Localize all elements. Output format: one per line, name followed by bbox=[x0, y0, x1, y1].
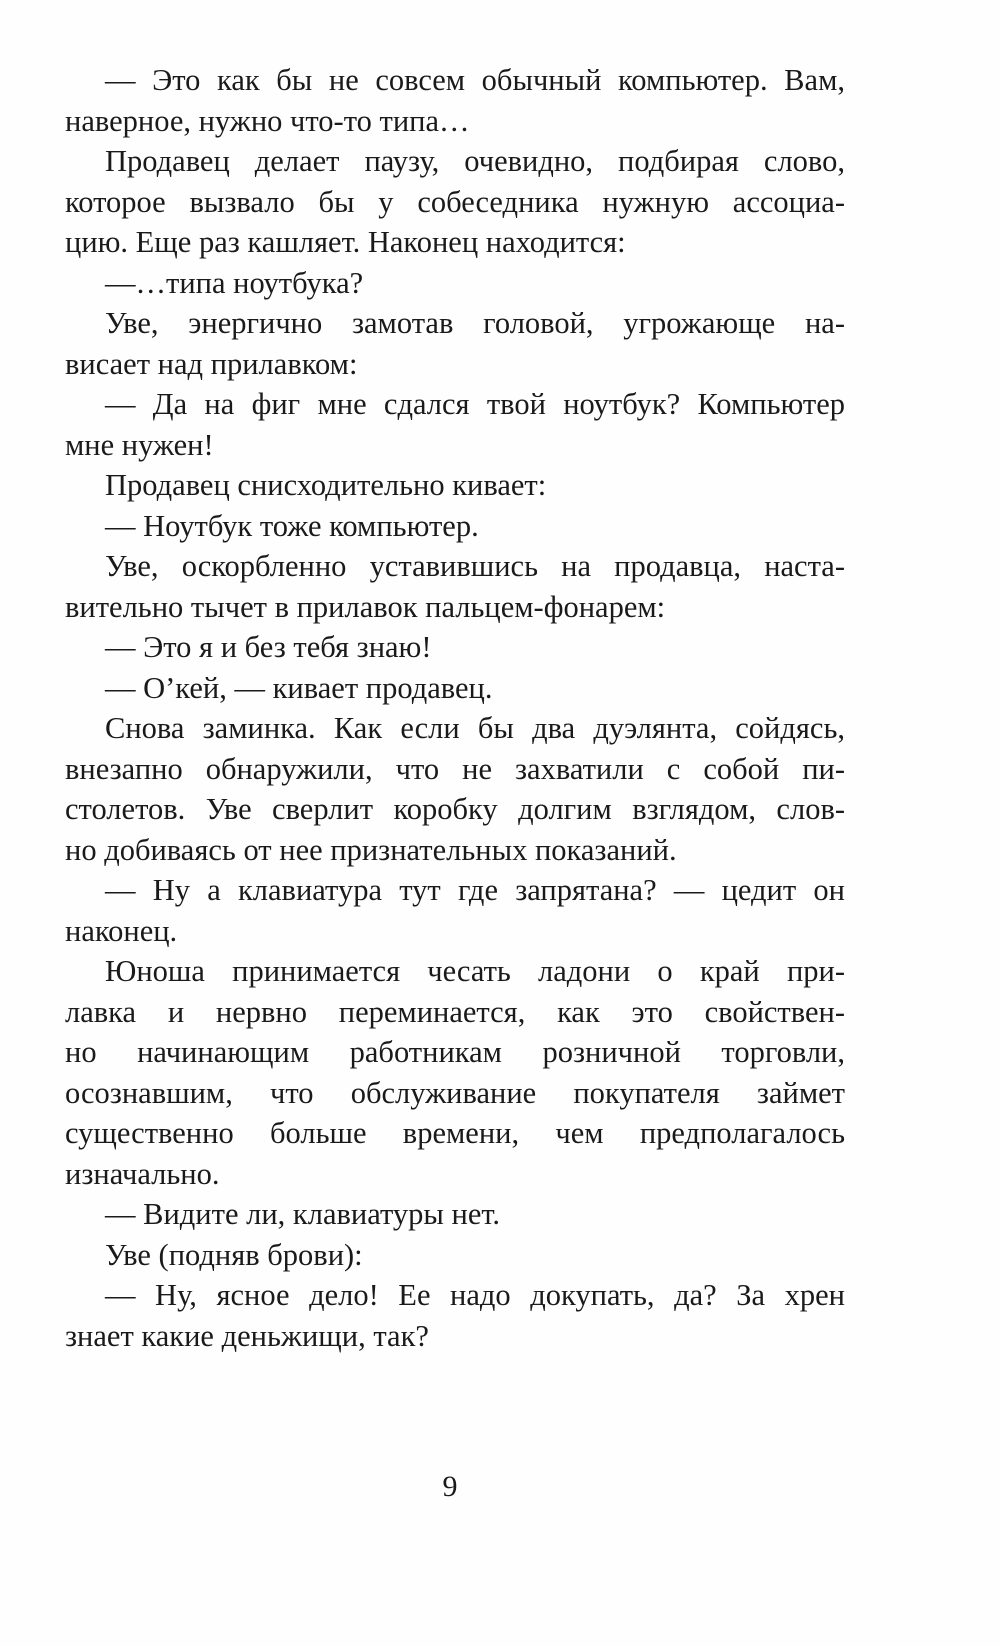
text-line: столетов. Уве сверлит коробку долгим взглядом, слов- bbox=[65, 792, 845, 826]
text-line: Уве (подняв брови): bbox=[105, 1237, 363, 1272]
text-line: — О’кей, — кивает продавец. bbox=[105, 670, 493, 705]
text-line: лавка и нервно переминается, как это свойствен- bbox=[65, 994, 845, 1029]
text-line: — Ну, ясное дело! Ее надо докупать, да? За хрен bbox=[105, 1278, 845, 1312]
text-line: — Ноутбук тоже компьютер. bbox=[105, 508, 479, 543]
text-line: существенно больше времени, чем предполагалось bbox=[65, 1116, 845, 1150]
text-line: но начинающим работникам розничной торговли, bbox=[65, 1035, 845, 1069]
body-text bbox=[65, 60, 845, 1356]
text-line: наверное, нужно что-то типа… bbox=[65, 103, 470, 138]
page-number: 9 bbox=[442, 1470, 458, 1503]
text-line: Уве, энергично замотав головой, угрожающе на- bbox=[105, 306, 845, 340]
text-line: — Ну а клавиатура тут где запрятана? — цедит он bbox=[105, 873, 845, 907]
text-line: но добиваясь от нее признательных показаний. bbox=[65, 832, 677, 867]
text-line: висает над прилавком: bbox=[65, 346, 358, 381]
text-line: которое вызвало бы у собеседника нужную ассоциа- bbox=[65, 184, 845, 219]
text-line: Юноша принимается чесать ладони о край при- bbox=[105, 954, 845, 988]
text-line: мне нужен! bbox=[65, 427, 214, 462]
text-line: Уве, оскорбленно уставившись на продавца, наста- bbox=[105, 549, 845, 583]
text-line: Продавец снисходительно кивает: bbox=[105, 468, 547, 502]
text-line: вительно тычет в прилавок пальцем-фонарем: bbox=[65, 589, 666, 624]
text-line: наконец. bbox=[65, 913, 178, 948]
text-line: — Видите ли, клавиатуры нет. bbox=[105, 1197, 501, 1231]
text-line: знает какие деньжищи, так? bbox=[65, 1318, 429, 1353]
text-line: — Да на фиг мне сдался твой ноутбук? Компьютер bbox=[105, 387, 845, 421]
text-line: — Это я и без тебя знаю! bbox=[105, 630, 432, 664]
text-line: Продавец делает паузу, очевидно, подбирая слово, bbox=[105, 144, 845, 178]
text-line: цию. Еще раз кашляет. Наконец находится: bbox=[65, 225, 626, 259]
text-line: —…типа ноутбука? bbox=[105, 265, 364, 300]
text-line: — Это как бы не совсем обычный компьютер. Вам, bbox=[105, 63, 845, 97]
text-line: Снова заминка. Как если бы два дуэлянта, сойдясь, bbox=[105, 711, 845, 745]
text-line: осознавшим, что обслуживание покупателя займет bbox=[65, 1075, 845, 1110]
text-line: внезапно обнаружили, что не захватили с собой пи- bbox=[65, 751, 845, 786]
text-line: изначально. bbox=[65, 1156, 220, 1191]
